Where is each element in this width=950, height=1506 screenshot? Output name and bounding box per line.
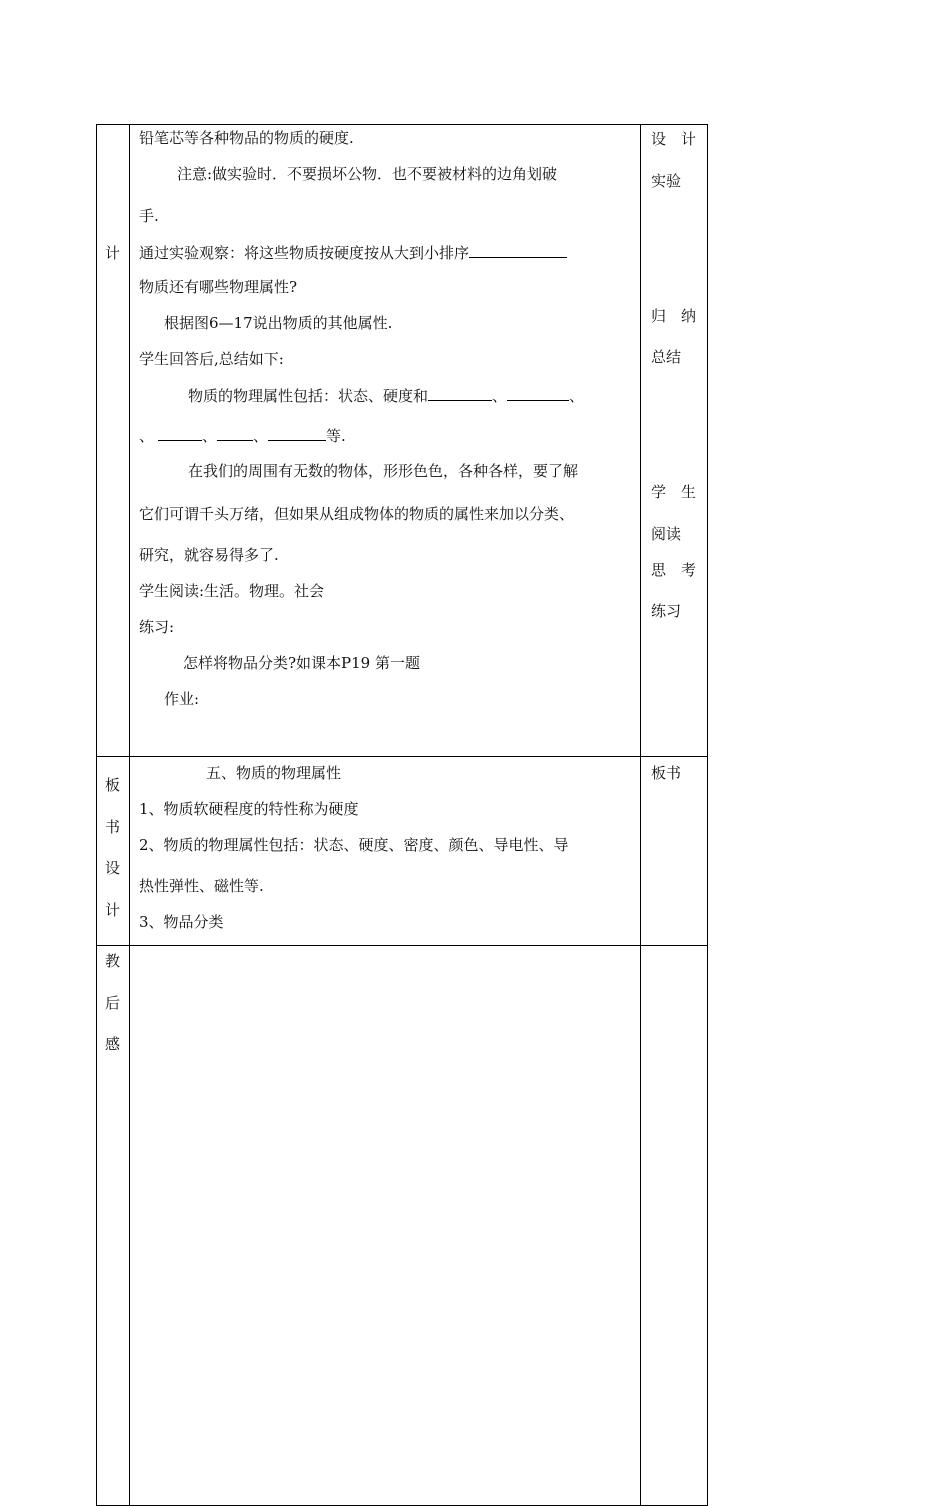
- content-line-11: 它们可谓千头万绪，但如果从组成物体的物质的属性来加以分类、: [139, 505, 575, 523]
- content-line-9: [139, 426, 346, 445]
- content-line-13: 学生阅读:生活。物理。社会: [139, 582, 325, 600]
- sort-answer-blank: [469, 243, 567, 258]
- right-note-experiment: 实验: [651, 172, 682, 190]
- separator-2: 、: [569, 387, 585, 405]
- content-line-4: [139, 243, 567, 262]
- right-note-summarize: 归 纳: [651, 307, 697, 325]
- board-title: 五、物质的物理属性: [206, 764, 342, 782]
- table-column-divider-2: [640, 124, 641, 1506]
- property-blank-2: [507, 386, 569, 401]
- table-row-divider-1: [96, 756, 708, 757]
- separator-4: 、: [202, 427, 218, 445]
- table-column-divider-1: [129, 124, 130, 1506]
- right-note-design: 设 计: [651, 130, 697, 148]
- etc-text: 等.: [326, 427, 346, 445]
- content-line-2: 注意:做实验时．不要损坏公物．也不要被材料的边角划破: [177, 165, 558, 183]
- right-note-summary: 总结: [651, 348, 682, 366]
- board-point-2-continued: 热性弹性、磁性等.: [139, 877, 264, 895]
- separator-5: 、: [253, 427, 269, 445]
- content-line-12: 研究，就容易得多了.: [139, 546, 279, 564]
- content-line-6: 根据图6—17说出物质的其他属性.: [164, 314, 393, 332]
- content-line-15: 怎样将物品分类?如课本P19 第一题: [183, 654, 420, 672]
- board-right-note: 板书: [651, 764, 682, 782]
- property-blank-1: [428, 386, 492, 401]
- reflection-label-char-1: 教: [105, 952, 121, 970]
- content-line-8: [188, 386, 584, 405]
- reflection-label-char-3: 感: [105, 1035, 121, 1053]
- right-note-practice: 练习: [651, 602, 682, 620]
- content-line-7: 学生回答后,总结如下:: [139, 350, 284, 368]
- content-line-3: 手.: [139, 207, 159, 225]
- properties-intro-text: 物质的物理属性包括：状态、硬度和: [188, 387, 429, 405]
- content-line-1: 铅笔芯等各种物品的物质的硬度.: [139, 129, 354, 147]
- separator-1: 、: [492, 387, 508, 405]
- content-line-5: 物质还有哪些物理属性?: [139, 278, 298, 296]
- reflection-label-char-2: 后: [105, 994, 121, 1012]
- right-note-reading: 阅读: [651, 525, 682, 543]
- table-border-right: [707, 124, 708, 1506]
- content-line-16: 作业:: [164, 690, 200, 708]
- property-blank-3: [158, 426, 202, 441]
- board-label-char-3: 设: [105, 859, 121, 877]
- board-point-3: 3、物品分类: [139, 913, 224, 931]
- board-point-1: 1、物质软硬程度的特性称为硬度: [139, 800, 359, 818]
- separator-3: 、: [139, 427, 155, 445]
- table-border-left: [96, 124, 97, 1506]
- property-blank-4: [217, 426, 253, 441]
- content-line-14: 练习:: [139, 618, 175, 636]
- content-line-10: 在我们的周围有无数的物体，形形色色，各种各样，要了解: [188, 462, 579, 480]
- board-point-2: 2、物质的物理属性包括：状态、硬度、密度、颜色、导电性、导: [139, 836, 569, 854]
- board-label-char-1: 板: [105, 776, 121, 794]
- sort-instruction-text: 通过实验观察：将这些物质按硬度按从大到小排序: [139, 244, 470, 262]
- table-border-top: [96, 124, 708, 125]
- table-row-divider-2: [96, 945, 708, 946]
- right-note-thinking: 思 考: [651, 561, 697, 579]
- board-label-char-4: 计: [105, 901, 121, 919]
- section1-left-label: 计: [105, 244, 121, 262]
- property-blank-5: [268, 426, 326, 441]
- right-note-student: 学 生: [651, 483, 697, 501]
- board-label-char-2: 书: [105, 818, 121, 836]
